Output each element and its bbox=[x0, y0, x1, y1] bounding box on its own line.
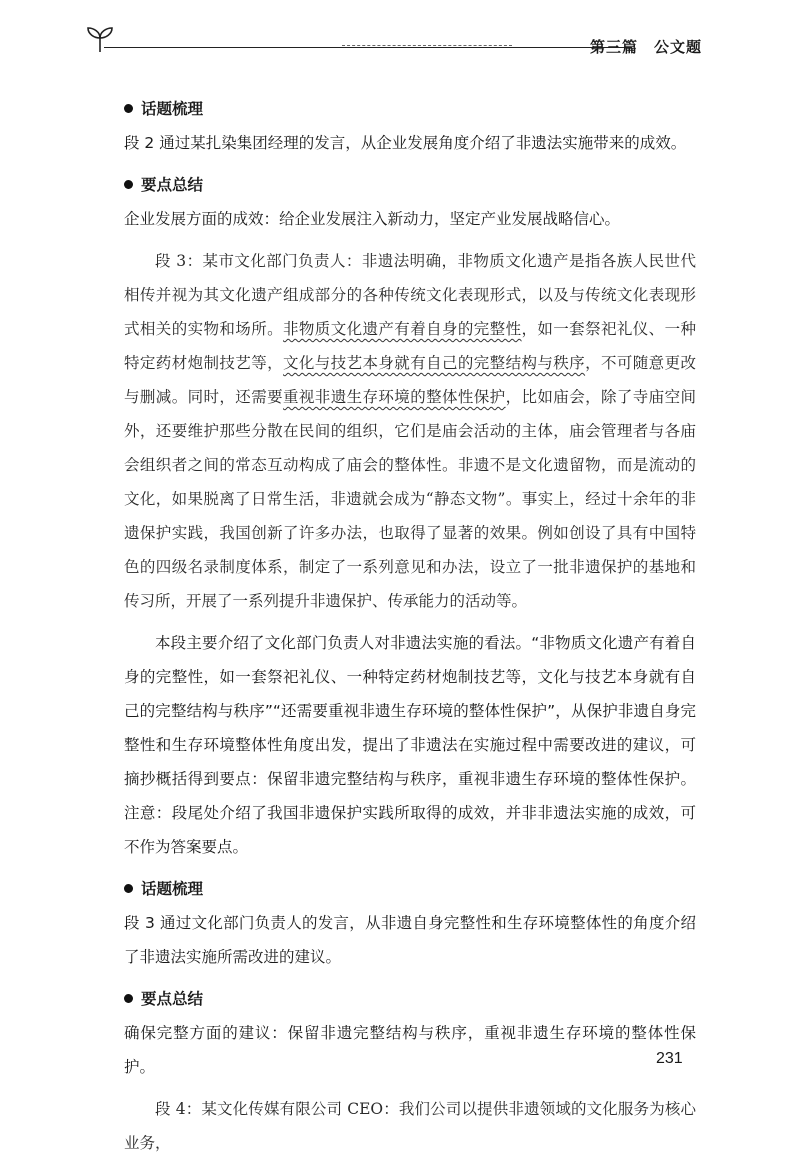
topic-text: 段 2 通过某扎染集团经理的发言，从企业发展角度介绍了非遗法实施带来的成效。 bbox=[124, 134, 687, 152]
header-section: 公文题 bbox=[653, 38, 702, 56]
bullet-icon bbox=[124, 884, 133, 893]
header-rule-dots bbox=[342, 45, 512, 46]
running-header bbox=[82, 22, 702, 62]
summary-text: 企业发展方面的成效：给企业发展注入新动力，坚定产业发展战略信心。 bbox=[124, 210, 621, 228]
bullet-icon bbox=[124, 104, 133, 113]
sprout-icon bbox=[82, 22, 118, 58]
underlined-phrase: 重视非遗生存环境的整体性保护 bbox=[283, 388, 506, 406]
header-rule bbox=[104, 47, 632, 48]
header-part: 第三篇 bbox=[589, 38, 638, 56]
header-title bbox=[590, 36, 702, 57]
analysis-paragraph: 本段主要介绍了文化部门负责人对非遗法实施的看法。“非物质文化遗产有着自身的完整性，如一套祭祀礼仪、一种特定药材炮制技艺等，文化与技艺本身就有自己的完整结构与秩序”“还需要重视非遗生存环境的整体性保护”，从保护非遗自身完整性和生存环境整体性角度出发，提出了非遗法在实施过程中需要改进的建议，可摘抄概括得到要点：保留非遗完整结构与秩序，重视非遗生存环境的整体性保护。注意：段尾处介绍了我国非遗保护实践所取得的成效，并非非遗法实施的成效，可不作为答案要点。 bbox=[124, 634, 696, 856]
summary-text: 确保完整方面的建议：保留非遗完整结构与秩序，重视非遗生存环境的整体性保护。 bbox=[124, 1024, 696, 1076]
bullet-icon bbox=[124, 994, 133, 1003]
topic-text: 段 3 通过文化部门负责人的发言，从非遗自身完整性和生存环境整体性的角度介绍了非遗法实施所需改进的建议。 bbox=[124, 914, 696, 966]
bullet-icon bbox=[124, 180, 133, 189]
topic-heading: 话题梳理 bbox=[124, 872, 696, 906]
summary-heading: 要点总结 bbox=[124, 982, 696, 1016]
source-paragraph-3: 段 3：某市文化部门负责人：非遗法明确，非物质文化遗产是指各族人民世代相传并视为其文化遗产组成部分的各种传统文化表现形式，以及与传统文化表现形式相关的实物和场所。非物质文化遗产有着自身的完整性，如一套祭祀礼仪、一种特定药材炮制技艺等，文化与技艺本身就有自己的完整结构与秩序，不可随意更改与删减。同时，还需要重视非遗生存环境的整体性保护，比如庙会，除了寺庙空间外，还要维护那些分散在民间的组织，它们是庙会活动的主体，庙会管理者与各庙会组织者之间的常态互动构成了庙会的整体性。非遗不是文化遗留物，而是流动的文化，如果脱离了日常生活，非遗就会成为“静态文物”。事实上，经过十余年的非遗保护实践，我国创新了许多办法，也取得了显著的效果。例如创设了具有中国特色的四级名录制度体系，制定了一系列意见和办法，设立了一批非遗保护的基地和传习所，开展了一系列提升非遗保护、传承能力的活动等。 bbox=[124, 252, 696, 610]
topic-heading: 话题梳理 bbox=[124, 92, 696, 126]
underlined-phrase: 文化与技艺本身就有自己的完整结构与秩序 bbox=[283, 354, 586, 372]
page-number: 231 bbox=[656, 1050, 683, 1067]
page-body bbox=[124, 92, 696, 1168]
underlined-phrase: 非物质文化遗产有着自身的完整性 bbox=[283, 320, 522, 338]
source-paragraph-4: 段 4：某文化传媒有限公司 CEO：我们公司以提供非遗领域的文化服务为核心业务， bbox=[124, 1100, 696, 1152]
summary-heading: 要点总结 bbox=[124, 168, 696, 202]
